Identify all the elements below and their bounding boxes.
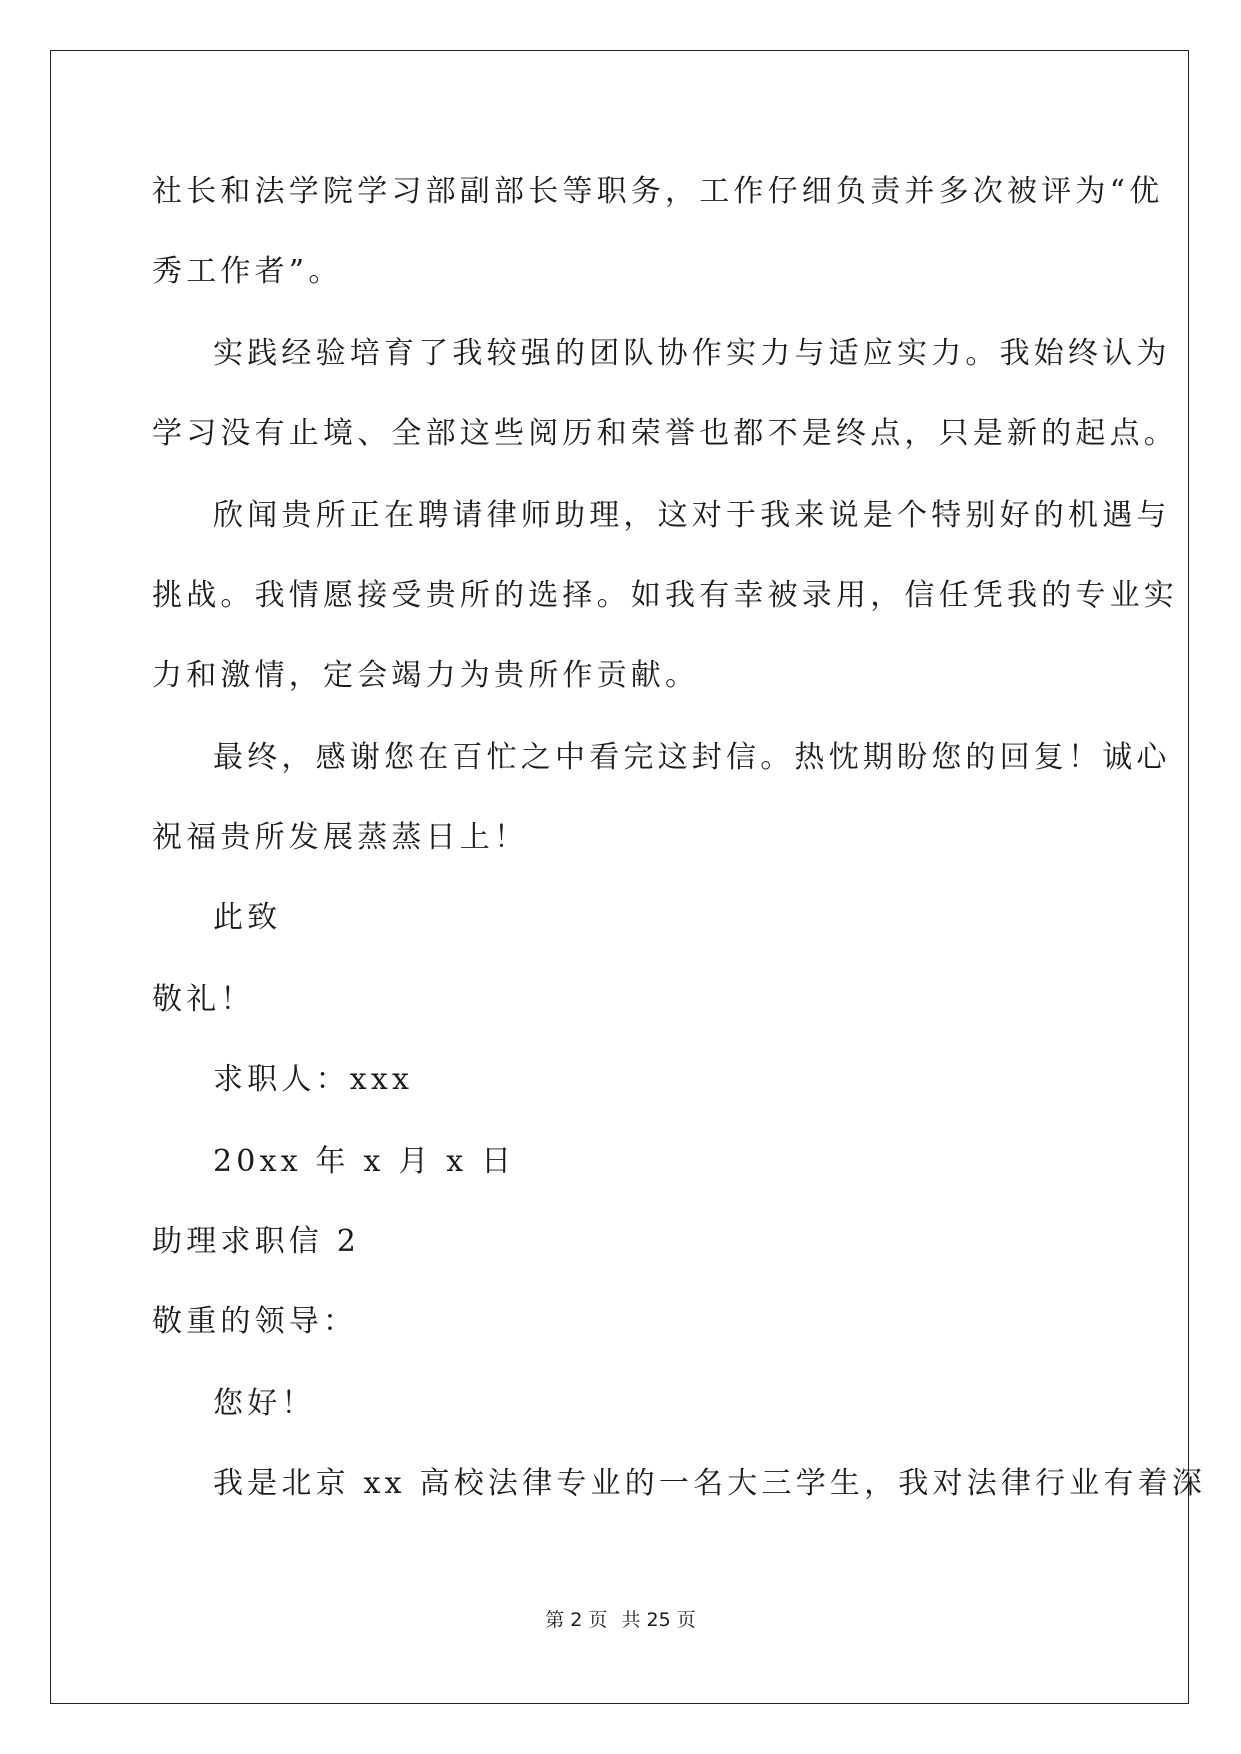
greeting-hello: 您好！ bbox=[213, 1386, 316, 1421]
text-line: 秀工作者”。 bbox=[152, 254, 343, 289]
signature-applicant: 求职人：xxx bbox=[213, 1062, 414, 1097]
section-heading: 助理求职信 2 bbox=[152, 1224, 361, 1259]
signature-date: 20xx 年 x 月 x 日 bbox=[213, 1144, 516, 1179]
page-total: 共 25 页 bbox=[621, 1609, 696, 1631]
text-line: 欣闻贵所正在聘请律师助理，这对于我来说是个特别好的机遇与 bbox=[213, 498, 1171, 533]
text-line: 实践经验培育了我较强的团队协作实力与适应实力。我始终认为 bbox=[213, 336, 1171, 371]
text-line: 学习没有止境、全部这些阅历和荣誉也都不是终点，只是新的起点。 bbox=[152, 416, 1178, 451]
salutation-regards: 敬礼！ bbox=[152, 982, 255, 1017]
text-line: 力和激情，定会竭力为贵所作贡献。 bbox=[152, 658, 700, 693]
page-border bbox=[50, 50, 1189, 1704]
text-line: 最终，感谢您在百忙之中看完这封信。热忱期盼您的回复！诚心 bbox=[213, 740, 1171, 775]
text-line: 祝福贵所发展蒸蒸日上！ bbox=[152, 820, 529, 855]
page-number: 第 2 页 bbox=[545, 1609, 608, 1631]
text-line: 社长和法学院学习部副部长等职务，工作仔细负责并多次被评为“优 bbox=[152, 174, 1164, 209]
greeting-recipient: 敬重的领导： bbox=[152, 1304, 358, 1339]
text-line: 我是北京 xx 高校法律专业的一名大三学生，我对法律行业有着深 bbox=[213, 1466, 1207, 1501]
page-footer bbox=[0, 1608, 1241, 1632]
text-line: 挑战。我情愿接受贵所的选择。如我有幸被录用，信任凭我的专业实 bbox=[152, 578, 1178, 613]
salutation-closing: 此致 bbox=[213, 900, 282, 935]
